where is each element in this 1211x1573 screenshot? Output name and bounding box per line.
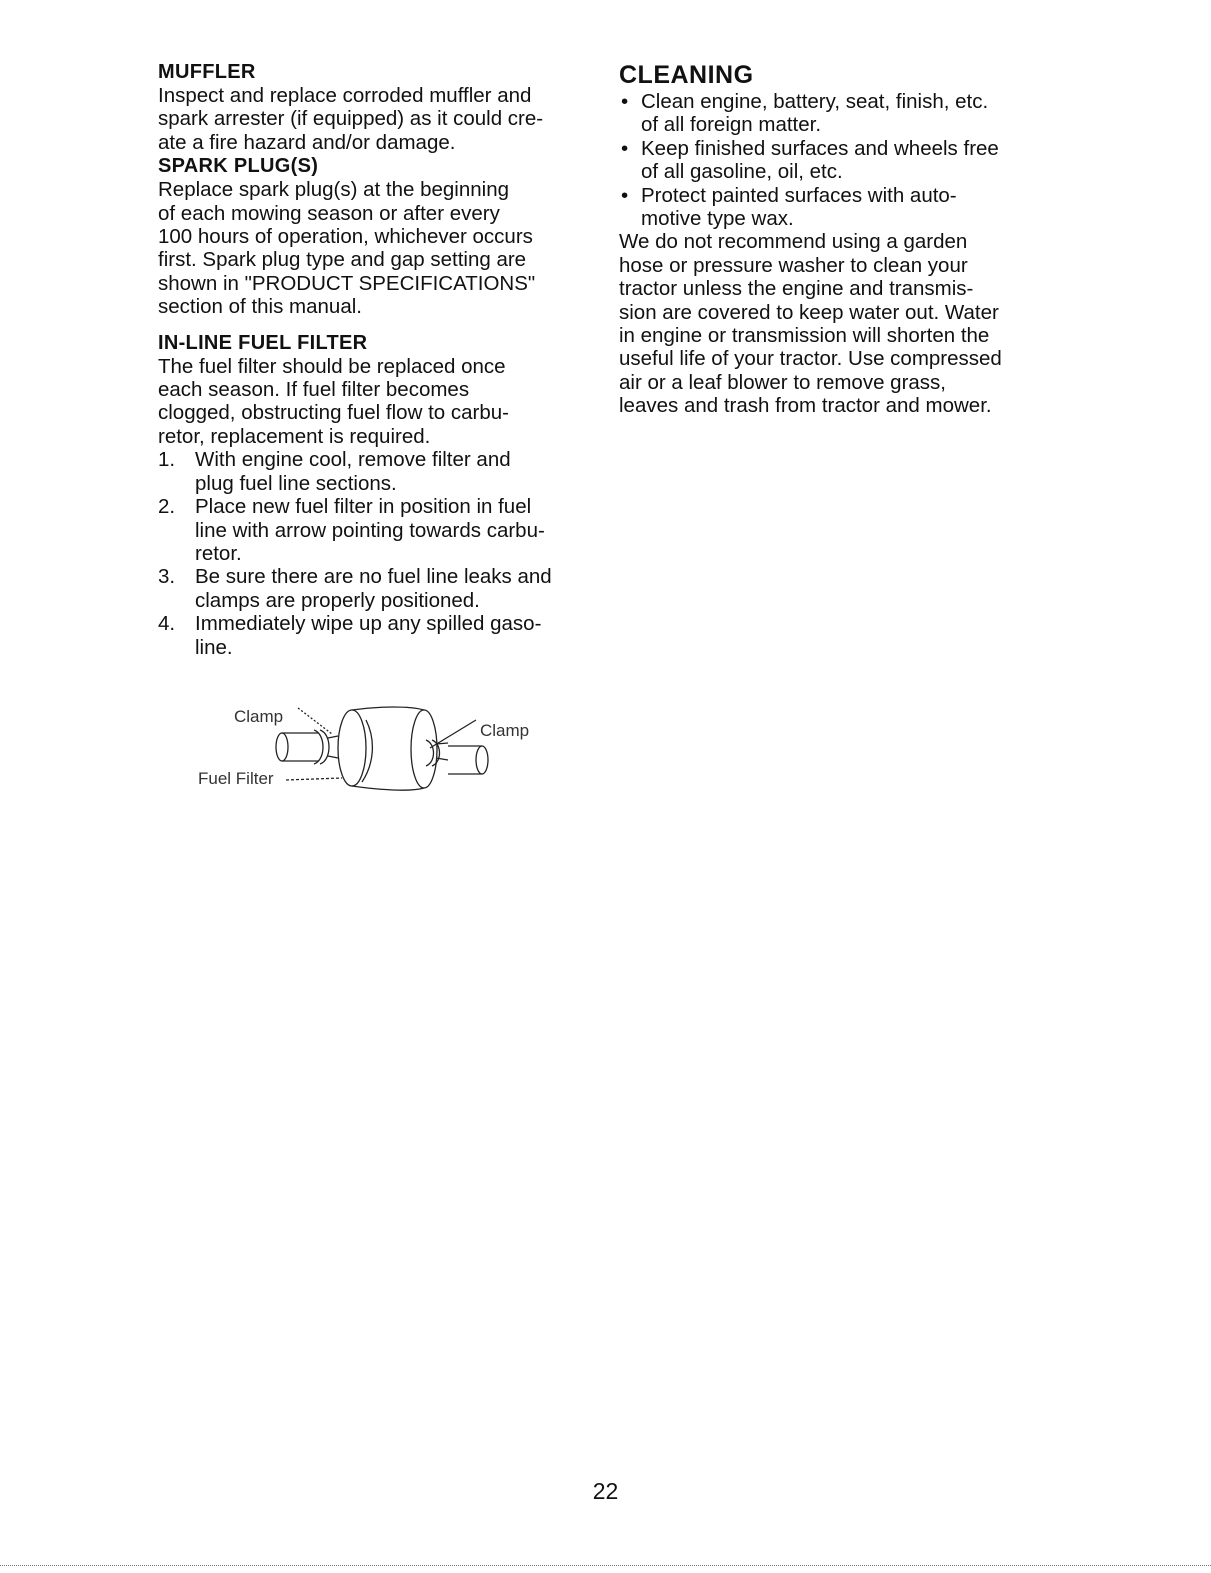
text-line: tractor unless the engine and transmis- xyxy=(619,277,974,301)
step-item xyxy=(158,565,598,612)
step-item xyxy=(158,612,598,659)
text-line: leaves and trash from tractor and mower. xyxy=(619,394,992,418)
text-line: useful life of your tractor. Use compressed xyxy=(619,347,1002,371)
step-item xyxy=(158,448,598,495)
text-line: clamps are properly positioned. xyxy=(195,588,480,612)
fuel-filter-diagram xyxy=(190,700,560,810)
right-column xyxy=(619,60,1059,418)
text-line: Immediately wipe up any spilled gaso- xyxy=(195,612,542,636)
text-line: of all foreign matter. xyxy=(641,113,822,137)
text-line: retor. xyxy=(195,541,242,565)
text-line: of each mowing season or after every xyxy=(158,201,500,225)
fuel-filter-heading: IN-LINE FUEL FILTER xyxy=(158,331,368,354)
text-line: each season. If fuel filter becomes xyxy=(158,378,470,402)
text-line: The fuel filter should be replaced once xyxy=(158,354,506,378)
text-line: Place new fuel filter in position in fuel xyxy=(195,495,532,519)
cleaning-text xyxy=(619,230,1059,417)
text-line: Protect painted surfaces with auto- xyxy=(641,183,957,207)
filter-body-end xyxy=(338,710,366,786)
text-line: hose or pressure washer to clean your xyxy=(619,253,968,277)
page-number: 22 xyxy=(592,1478,619,1504)
text-line: Be sure there are no fuel line leaks and xyxy=(195,565,552,589)
text-line: Inspect and replace corroded muffler and xyxy=(158,84,532,107)
text-line: With engine cool, remove filter and xyxy=(195,448,511,472)
text-line: shown in "PRODUCT SPECIFICATIONS" xyxy=(158,271,536,295)
fuel-filter-text xyxy=(158,355,598,449)
bullet-icon: • xyxy=(621,90,629,113)
text-line: Replace spark plug(s) at the beginning xyxy=(158,178,509,202)
bullet-item xyxy=(619,184,1059,231)
step-item xyxy=(158,495,598,565)
cleaning-bullets xyxy=(619,90,1059,230)
text-line: in engine or transmission will shorten the xyxy=(619,324,990,348)
leader-fuel-filter xyxy=(286,778,342,780)
clamp-label-right: Clamp xyxy=(480,721,530,740)
fuel-line-right xyxy=(448,746,482,774)
step-number: 1. xyxy=(158,448,176,472)
filter-body xyxy=(352,707,424,790)
text-line: section of this manual. xyxy=(158,295,362,319)
fuel-filter-label: Fuel Filter xyxy=(198,769,274,788)
text-line: ate a fire hazard and/or damage. xyxy=(158,130,456,154)
clamp-label-left: Clamp xyxy=(234,707,284,726)
text-line: motive type wax. xyxy=(641,207,794,231)
text-line: 100 hours of operation, whichever occurs xyxy=(158,225,533,249)
fuel-line-end-left xyxy=(276,733,288,761)
text-line: first. Spark plug type and gap setting are xyxy=(158,248,527,272)
bullet-item xyxy=(619,90,1059,137)
bullet-item xyxy=(619,137,1059,184)
spark-plug-text xyxy=(158,178,598,318)
clamp-left-shape xyxy=(314,730,329,764)
text-line: plug fuel line sections. xyxy=(195,471,397,495)
text-line: We do not recommend using a garden xyxy=(619,230,968,254)
bullet-icon: • xyxy=(621,136,629,160)
fuel-filter-steps xyxy=(158,448,598,659)
text-line: of all gasoline, oil, etc. xyxy=(641,160,843,184)
spark-plug-heading: SPARK PLUG(S) xyxy=(158,155,319,178)
step-number: 3. xyxy=(158,565,176,589)
leader-clamp-right xyxy=(430,720,476,748)
step-number: 2. xyxy=(158,495,176,519)
text-line: clogged, obstructing fuel flow to carbu- xyxy=(158,401,509,425)
step-number: 4. xyxy=(158,612,176,636)
bullet-icon: • xyxy=(621,183,629,207)
text-line: retor, replacement is required. xyxy=(158,424,431,448)
muffler-text xyxy=(158,84,598,154)
text-line: Clean engine, battery, seat, finish, etc. xyxy=(641,90,989,113)
text-line: sion are covered to keep water out. Water xyxy=(619,300,999,324)
text-line: air or a leaf blower to remove grass, xyxy=(619,370,946,394)
page-bottom-rule xyxy=(0,1565,1211,1566)
cleaning-heading: CLEANING xyxy=(619,61,754,89)
muffler-heading: MUFFLER xyxy=(158,61,256,83)
text-line: line with arrow pointing towards carbu- xyxy=(195,518,545,542)
left-column xyxy=(158,60,598,659)
text-line: Keep finished surfaces and wheels free xyxy=(641,136,999,160)
text-line: spark arrester (if equipped) as it could cre- xyxy=(158,107,544,131)
text-line: line. xyxy=(195,635,233,659)
